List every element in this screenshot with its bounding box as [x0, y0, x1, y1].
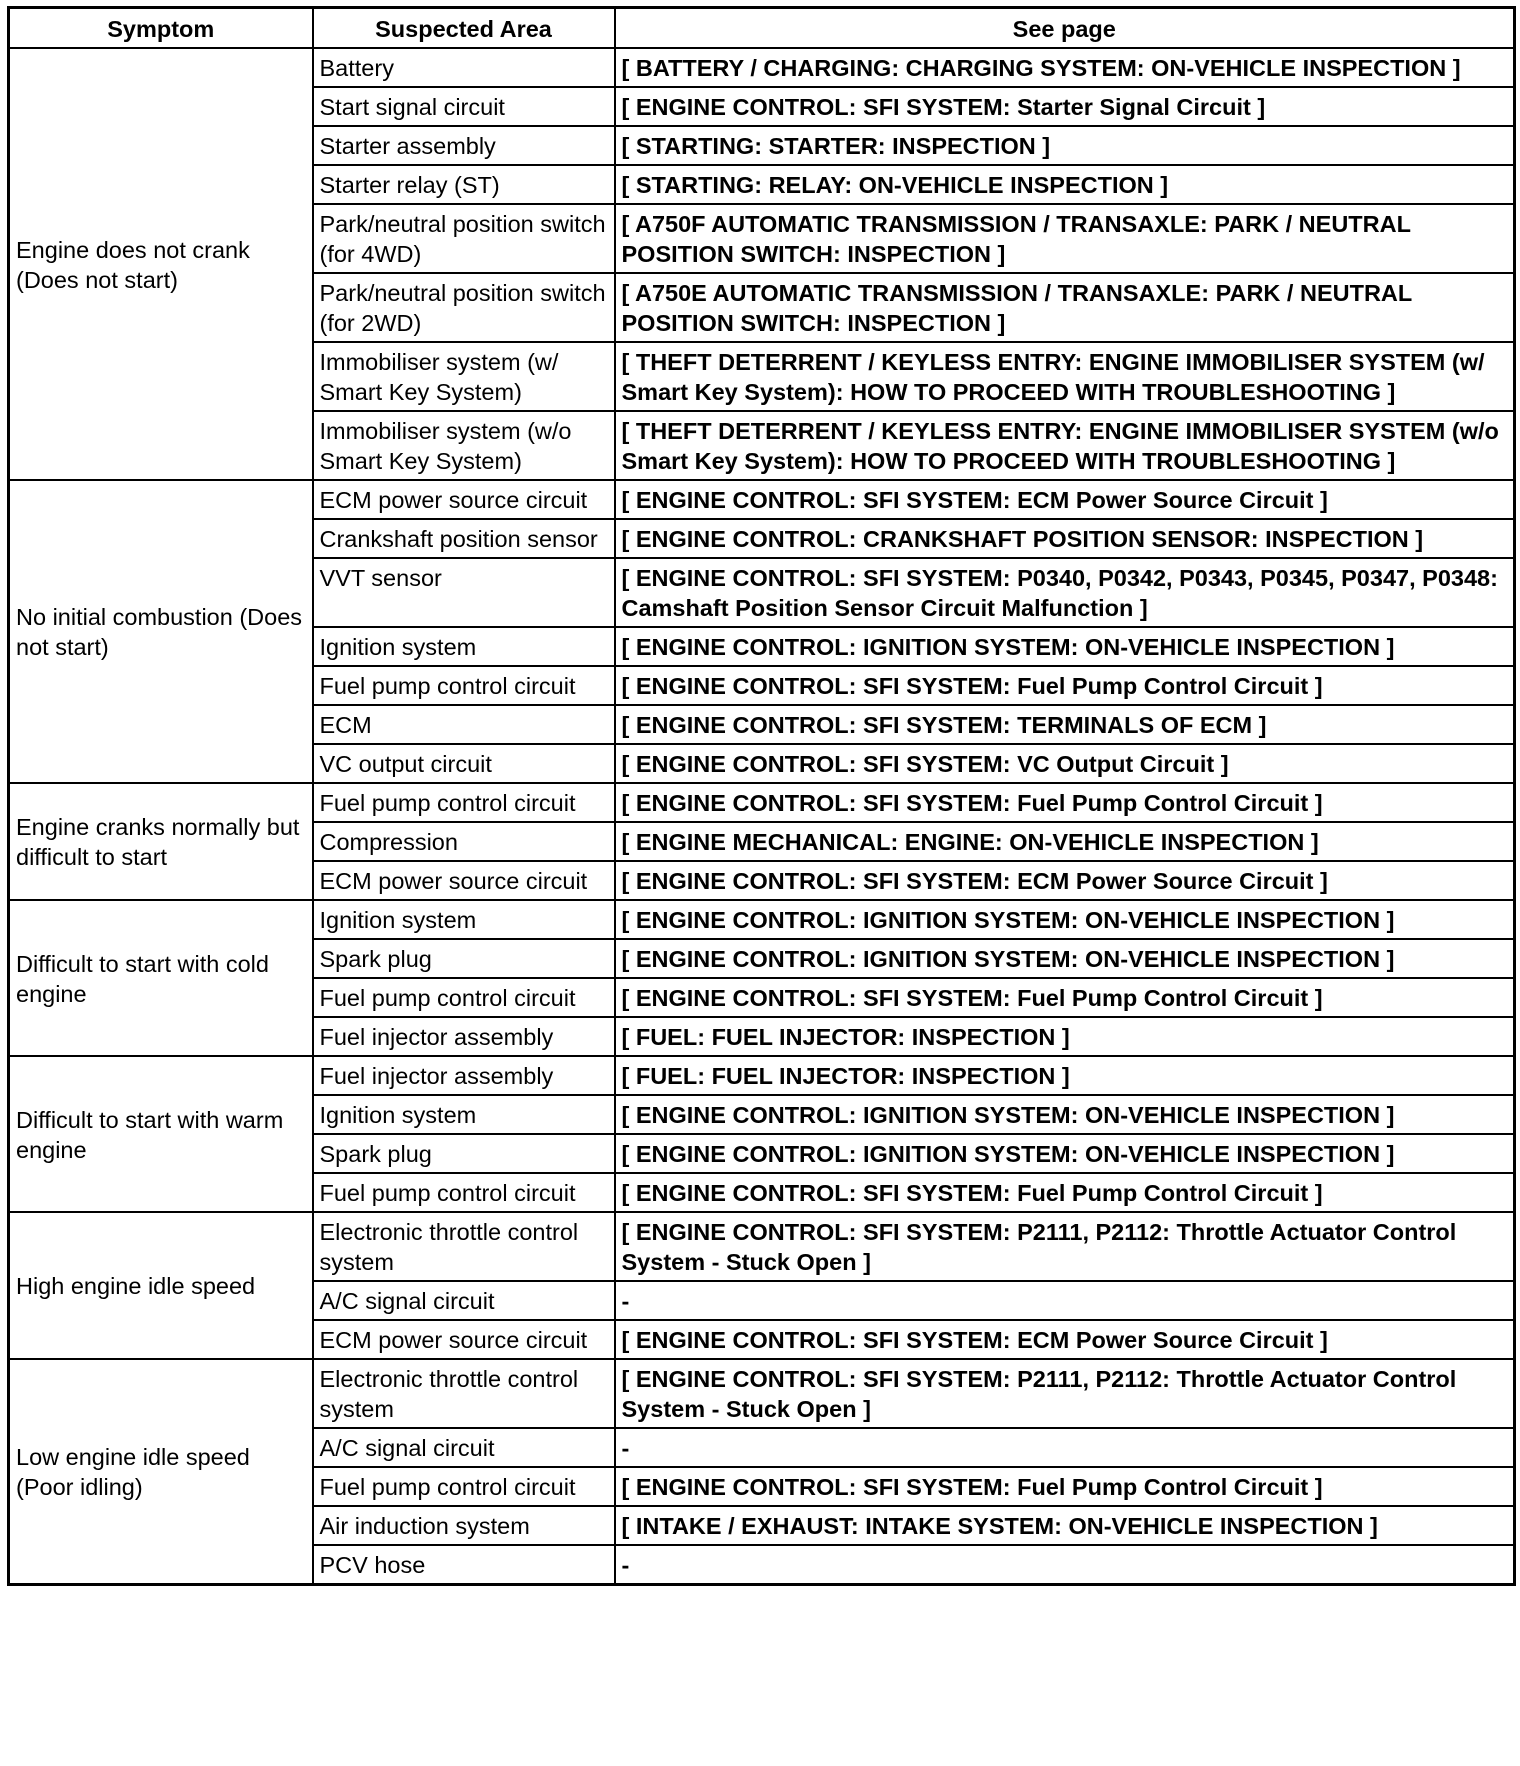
header-see-page: See page: [615, 8, 1515, 49]
see-page-cell: [ ENGINE CONTROL: SFI SYSTEM: TERMINALS OF ECM ]: [615, 705, 1515, 744]
see-page-cell: -: [615, 1545, 1515, 1585]
table-row: [9, 783, 1515, 822]
see-page-cell: [ A750F AUTOMATIC TRANSMISSION / TRANSAXLE: PARK / NEUTRAL POSITION SWITCH: INSPECTION ]: [615, 204, 1515, 273]
table-row: [9, 48, 1515, 87]
suspected-area-cell: Battery: [313, 48, 615, 87]
suspected-area-cell: Starter relay (ST): [313, 165, 615, 204]
symptom-cell: High engine idle speed: [9, 1212, 313, 1359]
suspected-area-cell: Spark plug: [313, 1134, 615, 1173]
see-page-cell: [ ENGINE MECHANICAL: ENGINE: ON-VEHICLE INSPECTION ]: [615, 822, 1515, 861]
suspected-area-cell: Park/neutral position switch (for 2WD): [313, 273, 615, 342]
suspected-area-cell: ECM power source circuit: [313, 1320, 615, 1359]
suspected-area-cell: Fuel pump control circuit: [313, 1467, 615, 1506]
suspected-area-cell: ECM: [313, 705, 615, 744]
suspected-area-cell: Immobiliser system (w/o Smart Key System): [313, 411, 615, 480]
suspected-area-cell: Fuel pump control circuit: [313, 783, 615, 822]
suspected-area-cell: Start signal circuit: [313, 87, 615, 126]
suspected-area-cell: Fuel injector assembly: [313, 1017, 615, 1056]
see-page-cell: [ ENGINE CONTROL: SFI SYSTEM: P2111, P2112: Throttle Actuator Control System - Stuck Open ]: [615, 1212, 1515, 1281]
see-page-cell: -: [615, 1281, 1515, 1320]
see-page-cell: [ ENGINE CONTROL: CRANKSHAFT POSITION SENSOR: INSPECTION ]: [615, 519, 1515, 558]
suspected-area-cell: Fuel injector assembly: [313, 1056, 615, 1095]
see-page-cell: [ ENGINE CONTROL: SFI SYSTEM: Fuel Pump Control Circuit ]: [615, 783, 1515, 822]
table-row: [9, 480, 1515, 519]
see-page-cell: [ BATTERY / CHARGING: CHARGING SYSTEM: ON-VEHICLE INSPECTION ]: [615, 48, 1515, 87]
suspected-area-cell: ECM power source circuit: [313, 861, 615, 900]
header-row: [9, 8, 1515, 49]
see-page-cell: [ ENGINE CONTROL: SFI SYSTEM: ECM Power Source Circuit ]: [615, 861, 1515, 900]
symptom-cell: Low engine idle speed (Poor idling): [9, 1359, 313, 1585]
see-page-cell: [ FUEL: FUEL INJECTOR: INSPECTION ]: [615, 1017, 1515, 1056]
see-page-cell: [ ENGINE CONTROL: IGNITION SYSTEM: ON-VEHICLE INSPECTION ]: [615, 1095, 1515, 1134]
suspected-area-cell: VVT sensor: [313, 558, 615, 627]
suspected-area-cell: A/C signal circuit: [313, 1428, 615, 1467]
symptom-cell: Engine does not crank (Does not start): [9, 48, 313, 480]
suspected-area-cell: Crankshaft position sensor: [313, 519, 615, 558]
suspected-area-cell: Electronic throttle control system: [313, 1359, 615, 1428]
suspected-area-cell: Park/neutral position switch (for 4WD): [313, 204, 615, 273]
see-page-cell: [ ENGINE CONTROL: IGNITION SYSTEM: ON-VEHICLE INSPECTION ]: [615, 900, 1515, 939]
suspected-area-cell: PCV hose: [313, 1545, 615, 1585]
suspected-area-cell: Compression: [313, 822, 615, 861]
suspected-area-cell: Ignition system: [313, 627, 615, 666]
see-page-cell: [ ENGINE CONTROL: SFI SYSTEM: Fuel Pump Control Circuit ]: [615, 978, 1515, 1017]
suspected-area-cell: Fuel pump control circuit: [313, 1173, 615, 1212]
symptom-cell: Difficult to start with warm engine: [9, 1056, 313, 1212]
see-page-cell: [ INTAKE / EXHAUST: INTAKE SYSTEM: ON-VEHICLE INSPECTION ]: [615, 1506, 1515, 1545]
symptom-cell: Engine cranks normally but difficult to start: [9, 783, 313, 900]
suspected-area-cell: Spark plug: [313, 939, 615, 978]
see-page-cell: [ FUEL: FUEL INJECTOR: INSPECTION ]: [615, 1056, 1515, 1095]
see-page-cell: -: [615, 1428, 1515, 1467]
see-page-cell: [ A750E AUTOMATIC TRANSMISSION / TRANSAXLE: PARK / NEUTRAL POSITION SWITCH: INSPECTION ]: [615, 273, 1515, 342]
see-page-cell: [ ENGINE CONTROL: SFI SYSTEM: ECM Power Source Circuit ]: [615, 480, 1515, 519]
see-page-cell: [ ENGINE CONTROL: SFI SYSTEM: Fuel Pump Control Circuit ]: [615, 1173, 1515, 1212]
suspected-area-cell: VC output circuit: [313, 744, 615, 783]
see-page-cell: [ ENGINE CONTROL: SFI SYSTEM: ECM Power Source Circuit ]: [615, 1320, 1515, 1359]
suspected-area-cell: Electronic throttle control system: [313, 1212, 615, 1281]
table-row: [9, 1212, 1515, 1281]
see-page-cell: [ ENGINE CONTROL: SFI SYSTEM: Fuel Pump Control Circuit ]: [615, 666, 1515, 705]
see-page-cell: [ STARTING: STARTER: INSPECTION ]: [615, 126, 1515, 165]
see-page-cell: [ ENGINE CONTROL: IGNITION SYSTEM: ON-VEHICLE INSPECTION ]: [615, 939, 1515, 978]
see-page-cell: [ ENGINE CONTROL: IGNITION SYSTEM: ON-VEHICLE INSPECTION ]: [615, 1134, 1515, 1173]
see-page-cell: [ STARTING: RELAY: ON-VEHICLE INSPECTION ]: [615, 165, 1515, 204]
suspected-area-cell: Starter assembly: [313, 126, 615, 165]
symptom-cell: Difficult to start with cold engine: [9, 900, 313, 1056]
table-body: [9, 48, 1515, 1585]
see-page-cell: [ ENGINE CONTROL: SFI SYSTEM: P0340, P0342, P0343, P0345, P0347, P0348: Camshaft Position Sensor Circuit Malfunction ]: [615, 558, 1515, 627]
see-page-cell: [ ENGINE CONTROL: SFI SYSTEM: VC Output Circuit ]: [615, 744, 1515, 783]
suspected-area-cell: Fuel pump control circuit: [313, 666, 615, 705]
see-page-cell: [ THEFT DETERRENT / KEYLESS ENTRY: ENGINE IMMOBILISER SYSTEM (w/ Smart Key System): HOW TO PROCEED WITH TROUBLESHOOTING ]: [615, 342, 1515, 411]
suspected-area-cell: Air induction system: [313, 1506, 615, 1545]
see-page-cell: [ ENGINE CONTROL: SFI SYSTEM: Starter Signal Circuit ]: [615, 87, 1515, 126]
suspected-area-cell: Immobiliser system (w/ Smart Key System): [313, 342, 615, 411]
suspected-area-cell: Fuel pump control circuit: [313, 978, 615, 1017]
suspected-area-cell: ECM power source circuit: [313, 480, 615, 519]
see-page-cell: [ THEFT DETERRENT / KEYLESS ENTRY: ENGINE IMMOBILISER SYSTEM (w/o Smart Key System): HOW TO PROCEED WITH TROUBLESHOOTING ]: [615, 411, 1515, 480]
see-page-cell: [ ENGINE CONTROL: SFI SYSTEM: Fuel Pump Control Circuit ]: [615, 1467, 1515, 1506]
troubleshooting-table: [7, 6, 1516, 1586]
suspected-area-cell: Ignition system: [313, 1095, 615, 1134]
table-row: [9, 900, 1515, 939]
table-row: [9, 1359, 1515, 1428]
see-page-cell: [ ENGINE CONTROL: IGNITION SYSTEM: ON-VEHICLE INSPECTION ]: [615, 627, 1515, 666]
table-row: [9, 1056, 1515, 1095]
header-symptom: Symptom: [9, 8, 313, 49]
suspected-area-cell: A/C signal circuit: [313, 1281, 615, 1320]
see-page-cell: [ ENGINE CONTROL: SFI SYSTEM: P2111, P2112: Throttle Actuator Control System - Stuck Open ]: [615, 1359, 1515, 1428]
suspected-area-cell: Ignition system: [313, 900, 615, 939]
symptom-cell: No initial combustion (Does not start): [9, 480, 313, 783]
header-suspected-area: Suspected Area: [313, 8, 615, 49]
